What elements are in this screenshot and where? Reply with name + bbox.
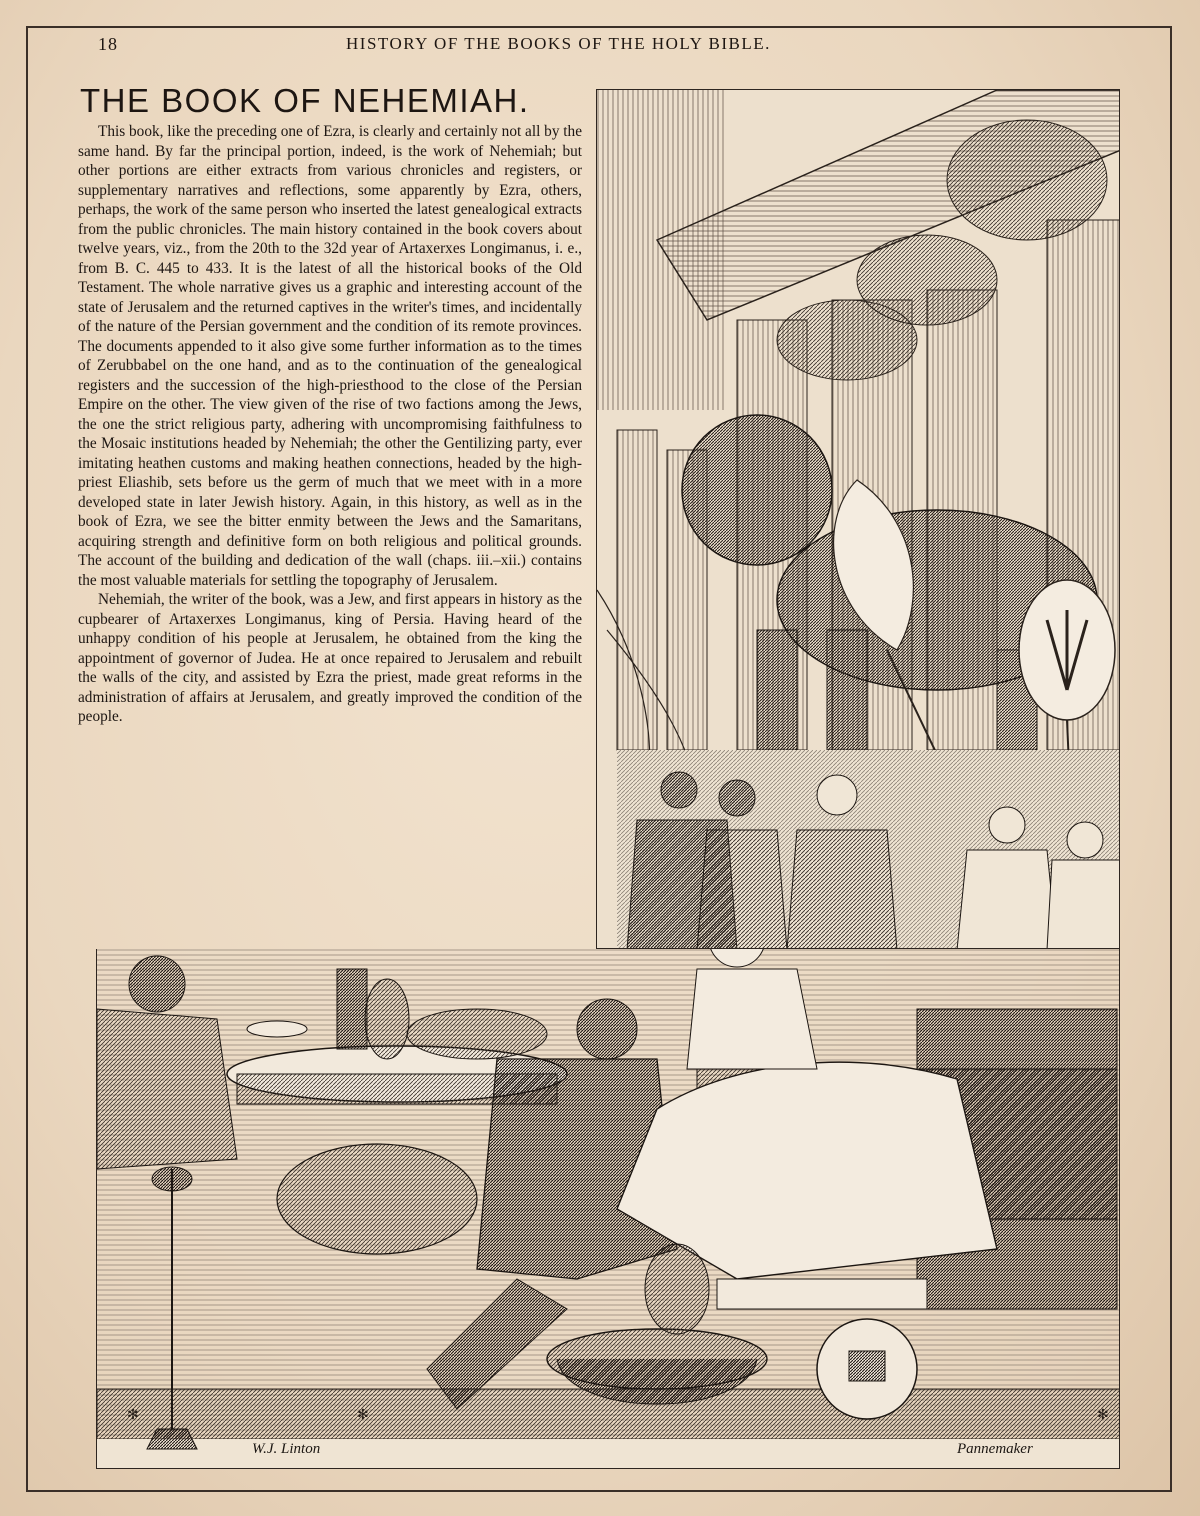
page-header [26, 32, 1172, 58]
svg-text:✻: ✻ [1097, 1407, 1109, 1423]
engraving-lower [96, 949, 1120, 1469]
paragraph-1: This book, like the preceding one of Ezra, is clearly and certainly not all by the same hand. By far the principal portion, indeed, is the work of Nehemiah; but other portions are either extracts from various chronicles and registers, or supplementary narratives and reflections, some apparently by Ezra, others, perhaps, the work of the same person who inserted the latest genealogical extracts from the public chronicles. The main history contained in the book covers about twelve years, viz., from the 20th to the 32d year of Artaxerxes Longimanus, i. e., from B. C. 445 to 433. It is the latest of all the historical books of the Old Testament. The whole narrative gives us a graphic and interesting account of the state of Jerusalem and the returned captives in the writer's times, and incidentally of the nature of the Persian government and the condition of its remote provinces. The documents appended to it also give some further information as to the times of Zerubbabel on the one hand, and as to the continuation of the genealogical registers and the succession of the high-priesthood to the close of the Persian Empire on the other. The view given of the rise of two factions among the Jews, the one the strict religious party, adhering with uncompromising faithfulness to the Mosaic institutions headed by Nehemiah; the other the Gentilizing party, ever imitating heathen customs and making heathen connections, headed by the high-priest Eliashib, sets before us the germ of much that we meet with in a more developed state in later Jewish history. Again, in this history, as well as in the book of Ezra, we see the bitter enmity between the Jews and the Samaritans, acquiring strength and definitive form on both religious and political grounds. The account of the building and dedication of the wall (chaps. iii.–xii.) contains the most valuable materials for settling the topography of Jerusalem. [78, 123, 582, 589]
engraving-upper-art [597, 90, 1120, 949]
engraver-signature-left: W.J. Linton [252, 1441, 321, 1457]
engraving-upper [596, 89, 1120, 949]
svg-text:✻: ✻ [357, 1407, 369, 1423]
running-head: HISTORY OF THE BOOKS OF THE HOLY BIBLE. [346, 34, 771, 53]
chapter-title: THE BOOK OF NEHEMIAH. [80, 82, 530, 119]
engraving-lower-art [97, 949, 1120, 1469]
page-number: 18 [98, 34, 118, 54]
svg-text:✻: ✻ [127, 1407, 139, 1423]
article-body [78, 122, 582, 727]
paragraph-2: Nehemiah, the writer of the book, was a Jew, and first appears in history as the cupbearer of Artaxerxes Longimanus, king of Persia. Having heard of the unhappy condition of his people at Jerusalem, he obtained from the king the appointment of governor of Judea. He at once repaired to Jerusalem and rebuilt the walls of the city, and assisted by Ezra the priest, made great reforms in the administration of affairs at Jerusalem, and greatly improved the condition of the people. [78, 591, 582, 725]
engraver-signature-right: Pannemaker [957, 1441, 1033, 1457]
